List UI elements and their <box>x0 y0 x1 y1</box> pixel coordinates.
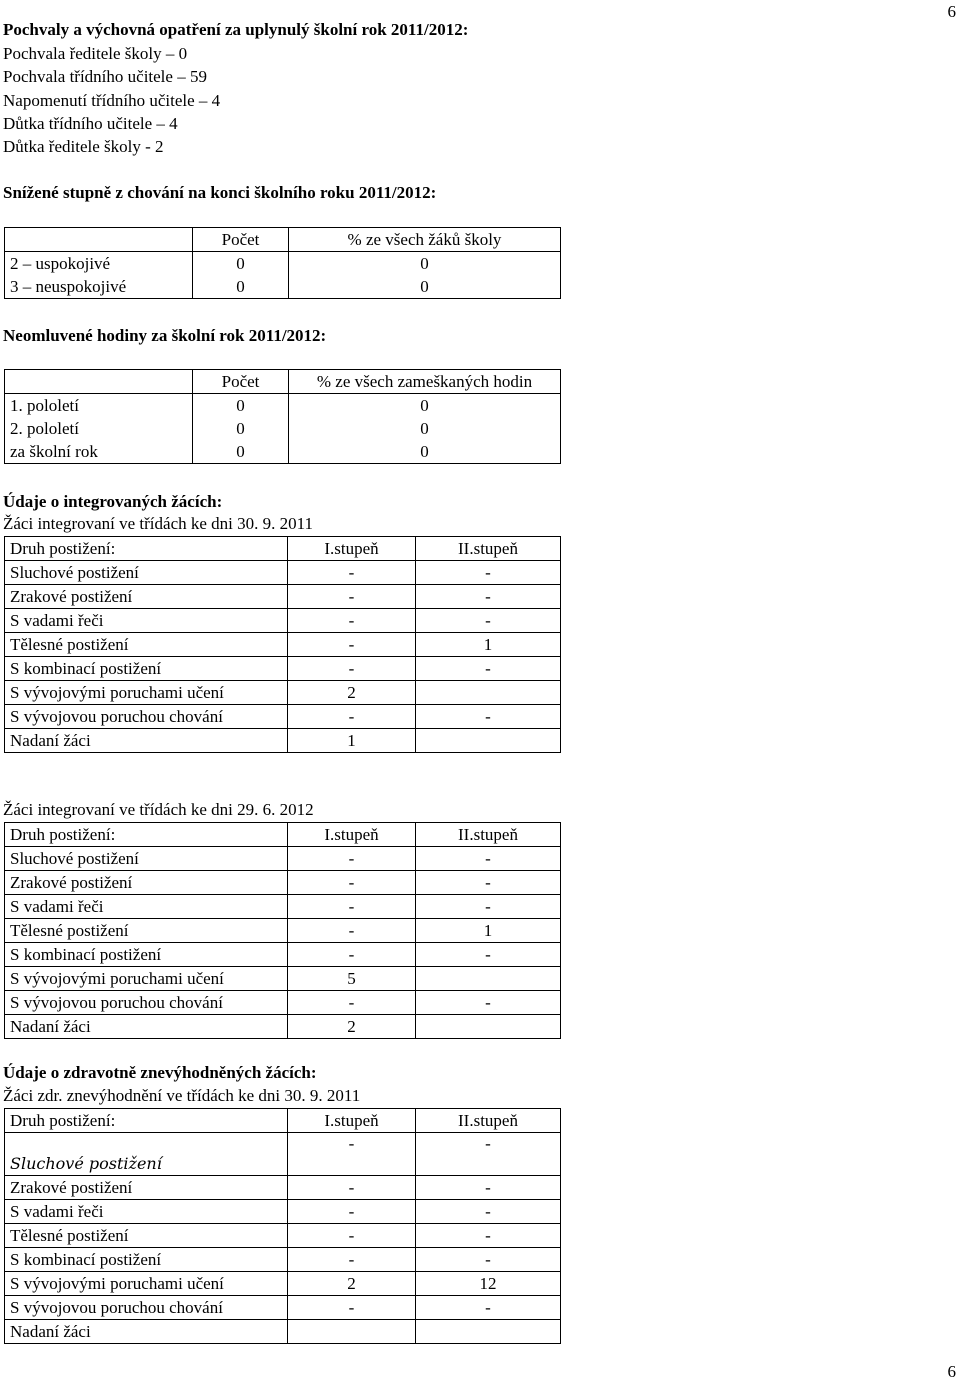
table-cell: 1. pololetí <box>5 394 193 418</box>
table-cell: Nadaní žáci <box>5 1320 288 1344</box>
table-row <box>5 1015 561 1039</box>
header-cell: Druh postižení: <box>5 1109 288 1133</box>
header-cell: Počet <box>193 370 289 394</box>
table-cell: 1 <box>288 729 416 753</box>
table-cell: S vadami řeči <box>5 609 288 633</box>
table-cell: 0 <box>193 417 289 440</box>
table-cell: - <box>288 1296 416 1320</box>
table-row <box>5 871 561 895</box>
table-cell: 0 <box>193 275 289 299</box>
table-cell: Nadaní žáci <box>5 729 288 753</box>
table-cell <box>288 1320 416 1344</box>
table-cell: S kombinací postižení <box>5 943 288 967</box>
header-cell: II.stupeň <box>416 537 561 561</box>
table-cell <box>416 729 561 753</box>
table-cell: 0 <box>289 417 561 440</box>
header-cell: II.stupeň <box>416 1109 561 1133</box>
table-cell: 2 <box>288 1015 416 1039</box>
table-cell: S vadami řeči <box>5 1200 288 1224</box>
table-cell <box>416 1320 561 1344</box>
absence-heading: Neomluvené hodiny za školní rok 2011/2012: <box>3 326 327 345</box>
integrated-caption-1: Žáci integrovaní ve třídách ke dni 30. 9. 2011 <box>3 514 314 533</box>
table-row <box>5 895 561 919</box>
table-cell: Sluchové postižení <box>5 561 288 585</box>
table-cell: 0 <box>193 394 289 418</box>
header-cell: I.stupeň <box>288 537 416 561</box>
table-cell: - <box>416 657 561 681</box>
table-cell: - <box>288 895 416 919</box>
table-header-row <box>5 370 561 394</box>
table-cell: Tělesné postižení <box>5 919 288 943</box>
page-number-top: 6 <box>947 2 956 21</box>
table-cell: - <box>416 1224 561 1248</box>
table-cell: - <box>416 943 561 967</box>
table-cell: 1 <box>416 919 561 943</box>
table-cell: Nadaní žáci <box>5 1015 288 1039</box>
table-row <box>5 967 561 991</box>
table-cell: S vadami řeči <box>5 895 288 919</box>
table-cell: - <box>288 705 416 729</box>
table-row <box>5 633 561 657</box>
header-cell: Počet <box>193 228 289 252</box>
table-row <box>5 729 561 753</box>
table-row <box>5 609 561 633</box>
table-cell: - <box>416 561 561 585</box>
table-row <box>5 1248 561 1272</box>
header-cell: % ze všech žáků školy <box>289 228 561 252</box>
table-row <box>5 275 561 299</box>
table-cell: 12 <box>416 1272 561 1296</box>
table-header-row <box>5 537 561 561</box>
header-cell: Druh postižení: <box>5 537 288 561</box>
table-cell: S vývojovou poruchou chování <box>5 991 288 1015</box>
table-cell: Tělesné postižení <box>5 1224 288 1248</box>
header-cell: Druh postižení: <box>5 823 288 847</box>
table-cell: - <box>416 991 561 1015</box>
table-cell: - <box>416 1176 561 1200</box>
table-cell: - <box>288 609 416 633</box>
table-cell: - <box>288 919 416 943</box>
table-cell: 2 <box>288 1272 416 1296</box>
table-row <box>5 705 561 729</box>
health-heading: Údaje o zdravotně znevýhodněných žácích: <box>3 1063 317 1082</box>
table-cell: - <box>288 1176 416 1200</box>
table-row <box>5 943 561 967</box>
table-cell: S vývojovými poruchami učení <box>5 1272 288 1296</box>
table-cell: - <box>288 1200 416 1224</box>
table-cell <box>416 681 561 705</box>
table-cell <box>416 1015 561 1039</box>
header-cell: II.stupeň <box>416 823 561 847</box>
header-cell <box>5 228 193 252</box>
table-cell: - <box>416 847 561 871</box>
table-cell: 0 <box>289 252 561 276</box>
table-row <box>5 1320 561 1344</box>
table-row <box>5 1272 561 1296</box>
behavior-table <box>4 227 561 299</box>
table-cell: 0 <box>289 440 561 464</box>
table-row <box>5 561 561 585</box>
behavior-heading: Snížené stupně z chování na konci školního roku 2011/2012: <box>3 183 437 202</box>
praise-item: Pochvala ředitele školy – 0 <box>3 44 188 63</box>
table-row <box>5 1224 561 1248</box>
table-cell: Sluchové postižení <box>5 1133 288 1176</box>
table-header-row <box>5 1109 561 1133</box>
table-cell: 0 <box>289 275 561 299</box>
table-cell <box>416 967 561 991</box>
absence-table <box>4 369 561 464</box>
praise-item: Napomenutí třídního učitele – 4 <box>3 91 221 110</box>
table-cell: - <box>288 657 416 681</box>
table-cell: 0 <box>289 394 561 418</box>
table-row <box>5 847 561 871</box>
praise-item: Důtka třídního učitele – 4 <box>3 114 178 133</box>
table-cell: S kombinací postižení <box>5 657 288 681</box>
table-row <box>5 440 561 464</box>
table-cell: - <box>416 1133 561 1176</box>
integrated-table-1 <box>4 536 561 753</box>
table-header-row <box>5 823 561 847</box>
table-cell: - <box>416 1296 561 1320</box>
table-cell: 1 <box>416 633 561 657</box>
table-cell: - <box>416 895 561 919</box>
table-row <box>5 585 561 609</box>
header-cell: % ze všech zameškaných hodin <box>289 370 561 394</box>
table-cell: za školní rok <box>5 440 193 464</box>
table-row <box>5 394 561 418</box>
table-cell: - <box>288 943 416 967</box>
integrated-table-2 <box>4 822 561 1039</box>
praise-heading: Pochvaly a výchovná opatření za uplynulý školní rok 2011/2012: <box>3 20 469 39</box>
table-cell: Zrakové postižení <box>5 871 288 895</box>
health-table <box>4 1108 561 1344</box>
table-cell: - <box>288 871 416 895</box>
table-cell: S vývojovou poruchou chování <box>5 1296 288 1320</box>
table-cell: - <box>416 609 561 633</box>
table-row <box>5 657 561 681</box>
integrated-heading: Údaje o integrovaných žácích: <box>3 492 223 511</box>
table-cell: - <box>288 633 416 657</box>
table-row <box>5 1176 561 1200</box>
table-row <box>5 417 561 440</box>
table-cell: - <box>416 1200 561 1224</box>
table-row <box>5 1296 561 1320</box>
table-row <box>5 1133 561 1176</box>
table-cell: - <box>416 871 561 895</box>
table-row <box>5 991 561 1015</box>
table-cell: 0 <box>193 252 289 276</box>
table-cell: 2. pololetí <box>5 417 193 440</box>
table-cell: S vývojovou poruchou chování <box>5 705 288 729</box>
table-cell: - <box>288 847 416 871</box>
table-cell: Zrakové postižení <box>5 585 288 609</box>
table-cell: 2 – uspokojivé <box>5 252 193 276</box>
table-cell: - <box>288 991 416 1015</box>
table-cell: - <box>288 561 416 585</box>
header-cell: I.stupeň <box>288 823 416 847</box>
table-row <box>5 919 561 943</box>
table-cell: S vývojovými poruchami učení <box>5 681 288 705</box>
table-cell: 3 – neuspokojivé <box>5 275 193 299</box>
table-row <box>5 1200 561 1224</box>
table-cell: Tělesné postižení <box>5 633 288 657</box>
table-cell: - <box>288 585 416 609</box>
page-number-bottom: 6 <box>947 1362 956 1381</box>
table-cell: 5 <box>288 967 416 991</box>
table-cell: S vývojovými poruchami učení <box>5 967 288 991</box>
table-cell: S kombinací postižení <box>5 1248 288 1272</box>
table-cell: - <box>288 1133 416 1176</box>
praise-item: Pochvala třídního učitele – 59 <box>3 67 207 86</box>
table-row <box>5 681 561 705</box>
table-row <box>5 252 561 276</box>
table-cell: Zrakové postižení <box>5 1176 288 1200</box>
table-cell: 0 <box>193 440 289 464</box>
table-cell: 2 <box>288 681 416 705</box>
table-cell: - <box>288 1248 416 1272</box>
table-cell: - <box>416 705 561 729</box>
praise-item: Důtka ředitele školy - 2 <box>3 137 164 156</box>
header-cell <box>5 370 193 394</box>
table-cell: - <box>416 1248 561 1272</box>
table-cell: Sluchové postižení <box>5 847 288 871</box>
header-cell: I.stupeň <box>288 1109 416 1133</box>
integrated-caption-2: Žáci integrovaní ve třídách ke dni 29. 6. 2012 <box>3 800 314 819</box>
table-cell: - <box>416 585 561 609</box>
health-caption: Žáci zdr. znevýhodnění ve třídách ke dni 30. 9. 2011 <box>3 1086 361 1105</box>
table-cell: - <box>288 1224 416 1248</box>
table-header-row <box>5 228 561 252</box>
